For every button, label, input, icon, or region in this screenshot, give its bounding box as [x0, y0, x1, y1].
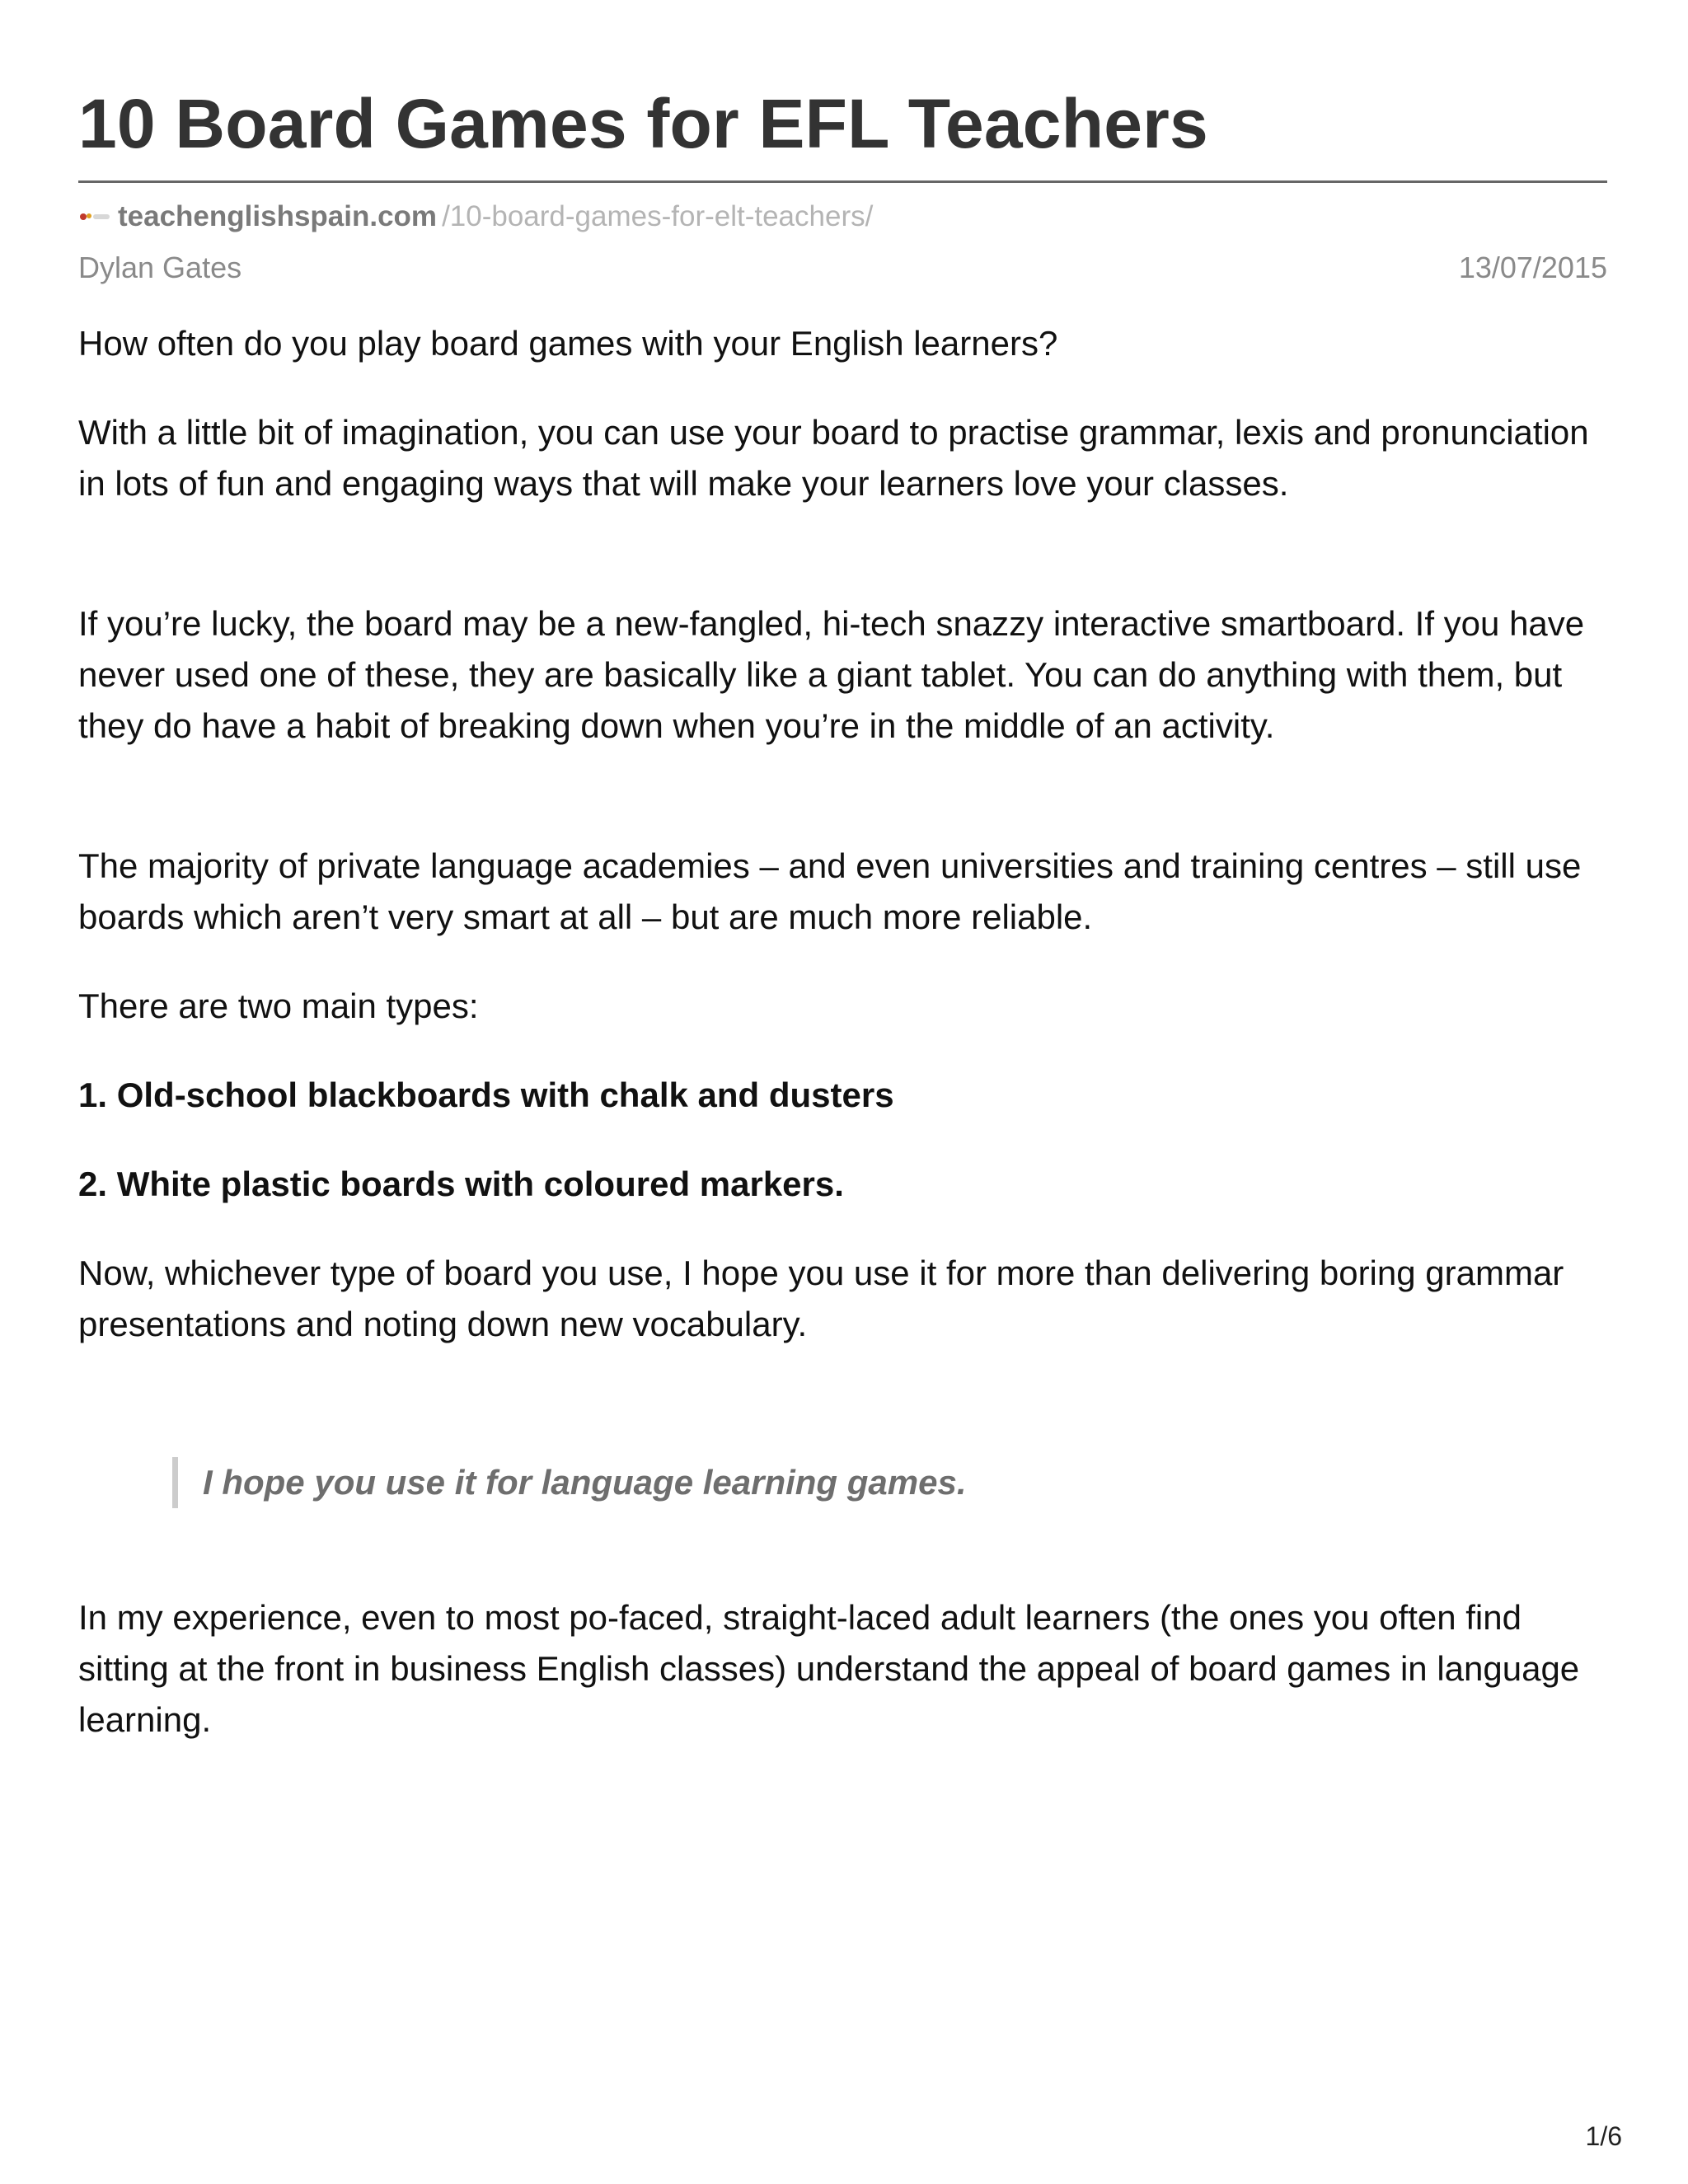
title-divider: [78, 180, 1607, 183]
source-link[interactable]: [78, 198, 873, 236]
list-item-blackboards: 1. Old-school blackboards with chalk and dusters: [78, 1076, 894, 1114]
paragraph-intro: How often do you play board games with your English learners?: [78, 324, 1058, 363]
source-domain[interactable]: teachenglishspain.com: [118, 200, 438, 232]
page-number: 1/6: [1585, 2121, 1622, 2151]
author-name: Dylan Gates: [78, 251, 242, 284]
paragraph-whichever-board: Now, whichever type of board you use, I hope you use it for more than delivering boring grammar presentations and noting down new vocabulary.: [78, 1254, 1564, 1343]
article-meta: [78, 249, 1607, 287]
list-item-whiteboards: 2. White plastic boards with coloured markers.: [78, 1165, 844, 1203]
publish-date: 13/07/2015: [1458, 251, 1607, 284]
article-title: 10 Board Games for EFL Teachers: [78, 85, 1208, 162]
source-path[interactable]: /10-board-games-for-elt-teachers/: [442, 200, 874, 232]
blockquote: I hope you use it for language learning games.: [172, 1457, 967, 1508]
paragraph-imagination: With a little bit of imagination, you can use your board to practise grammar, lexis and pronunciation in lots of fun and engaging ways that will make your learners love your classes.: [78, 413, 1589, 503]
paragraph-academies: The majority of private language academies – and even universities and training centres – still use boards which aren’t very smart at all – but are much more reliable.: [78, 846, 1582, 936]
paragraph-experience: In my experience, even to most po-faced, straight-laced adult learners (the ones you often find sitting at the front in business English classes) understand the appeal of board games in language learning.: [78, 1598, 1580, 1739]
site-favicon-icon: [78, 209, 111, 224]
paragraph-smartboard: If you’re lucky, the board may be a new-fangled, hi-tech snazzy interactive smartboard. If you have never used one of these, they are basically like a giant tablet. You can do anything with them, but they do have a habit of breaking down when you’re in the middle of an activity.: [78, 604, 1585, 745]
paragraph-two-types: There are two main types:: [78, 987, 479, 1025]
